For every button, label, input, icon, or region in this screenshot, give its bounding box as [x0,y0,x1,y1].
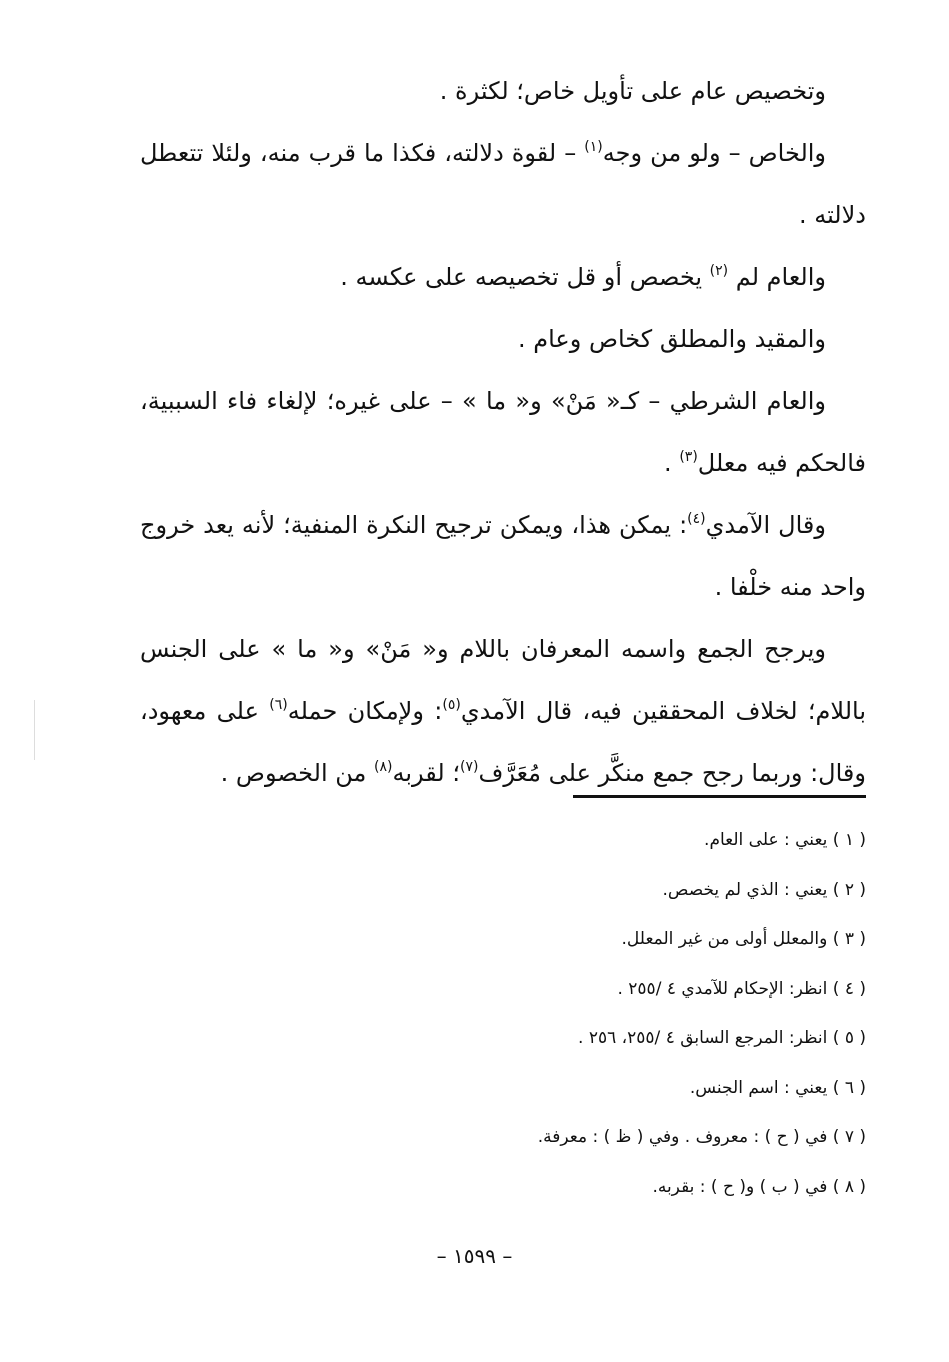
paragraph-text: – لقوة دلالته، فكذا ما قرب منه، ولئلا تتعطل دلالته . [140,139,866,229]
paragraph-text: وقال الآمدي [705,511,826,539]
paragraph-text: والعام الشرطي – كـ« مَنْ» و« ما » – على غيره؛ لإلغاء فاء السببية، فالحكم فيه معلل [140,387,866,477]
paragraph-text: يخصص أو قل تخصيصه على عكسه . [340,263,710,291]
paragraph-3 [140,246,866,308]
footnote-ref-7: (٧) [459,759,479,775]
footnote-separator [573,795,866,798]
paragraph-text: والمقيد والمطلق كخاص وعام . [518,325,826,353]
paragraph-text: وتخصيص عام على تأويل خاص؛ لكثرة . [439,77,826,105]
paragraph-text: والخاص – ولو من وجه [602,139,827,167]
footnote-7: ( ٧ ) في ( ح ) : معروف . وفي ( ظ ) : معرفة. [537,1127,866,1147]
paragraph-7 [140,618,866,804]
page-number: – ١٥٩٩ – [436,1244,513,1268]
scan-margin-mark [34,700,35,760]
footnote-ref-3: (٣) [679,449,698,465]
footnote-1: ( ١ ) يعني : على العام. [704,830,866,850]
footnote-6: ( ٦ ) يعني : اسم الجنس. [689,1077,866,1098]
footnote-ref-4: (٤) [687,511,706,527]
main-text [140,60,866,804]
paragraph-text: : ولإمكان حمله [287,697,443,725]
footnotes [420,816,866,1212]
footnote-8: ( ٨ ) في ( ب ) و( ح ) : بقربه. [652,1176,866,1197]
paragraph-1 [140,60,866,122]
paragraph-2 [140,122,866,246]
paragraph-text: ؛ لقربه [392,759,460,787]
paragraph-text: . [664,449,680,477]
footnote-5: ( ٥ ) انظر: المرجع السابق ٤ /٢٥٥، ٢٥٦ . [578,1028,866,1048]
paragraph-4 [140,308,866,370]
paragraph-text: والعام لم [728,263,826,291]
footnote-2: ( ٢ ) يعني : الذي لم يخصص. [662,879,866,900]
paragraph-5 [140,370,866,494]
paragraph-6 [140,494,866,618]
paragraph-text: ويرجح الجمع واسمه المعرفان باللام و« مَنْ» و« ما » على الجنس باللام؛ لخلاف المحققين فيه، قال الآمدي [140,635,867,725]
footnote-ref-5: (٥) [442,697,461,713]
paragraph-text: : يمكن هذا، ويمكن ترجيح النكرة المنفية؛ لأنه يعد خروج واحد منه خلْفا . [140,511,866,601]
footnote-ref-8: (٨) [374,759,393,775]
footnote-3: ( ٣ ) والمعلل أولى من غير المعلل. [621,929,866,949]
footnote-4: ( ٤ ) انظر: الإحكام للآمدي ٤ /٢٥٥ . [617,978,866,999]
footnote-ref-1: (١) [584,139,603,155]
paragraph-text: من الخصوص . [220,759,375,787]
footnote-ref-2: (٢) [709,263,729,279]
footnote-ref-6: (٦) [269,697,288,713]
paragraph-text: على معهود، وقال: وربما رجح جمع منكَّر على مُعَرَّف [140,697,866,787]
